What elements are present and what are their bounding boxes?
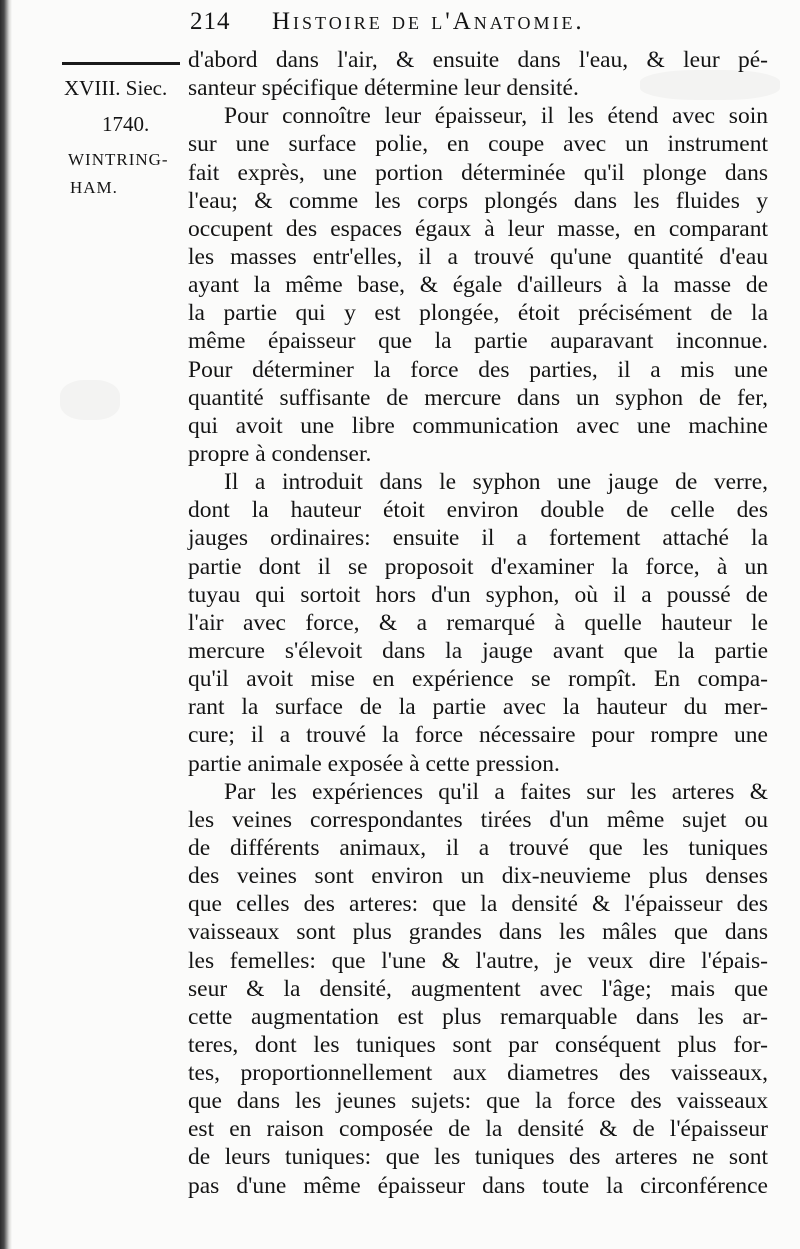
- text-line: qui avoit une libre communication avec une machine: [188, 412, 768, 439]
- text-line: ayant la même base, & égale d'ailleurs à la masse de: [188, 272, 768, 299]
- text-line: tuyau qui sortoit hors d'un syphon, où il a poussé de: [188, 581, 768, 608]
- text-line: fait exprès, une portion déterminée qu'il plonge dans: [188, 159, 768, 186]
- margin-author-note-continued: HAM.: [70, 178, 118, 197]
- text-line: partie animale exposée à cette pression.: [188, 750, 560, 777]
- margin-year-note: 1740.: [102, 112, 150, 136]
- text-line: que dans les jeunes sujets: que la force des vaisseaux: [188, 1088, 768, 1115]
- text-line: santeur spécifique détermine leur densité.: [188, 75, 579, 102]
- text-line: cette augmentation est plus remarquable dans les ar-: [188, 1003, 768, 1030]
- text-line: teres, dont les tuniques sont par conséquent plus for-: [188, 1031, 768, 1058]
- text-line: rant la surface de la partie avec la hauteur du mer-: [188, 694, 768, 721]
- text-line: même épaisseur que la partie auparavant inconnue.: [188, 328, 768, 355]
- running-title: Histoire de l'Anatomie.: [272, 8, 585, 35]
- text-line: quantité suffisante de mercure dans un syphon de fer,: [188, 384, 768, 411]
- text-line: dont la hauteur étoit environ double de celle des: [188, 497, 768, 524]
- page-spine-shadow: [0, 0, 12, 1249]
- text-line: qu'il avoit mise en expérience se rompît. En compa-: [188, 666, 768, 693]
- text-line: les masses entr'elles, il a trouvé qu'une quantité d'eau: [188, 243, 768, 270]
- margin-century-note: XVIII. Siec.: [64, 76, 168, 100]
- text-line: seur & la densité, augmentent avec l'âge; mais que: [188, 975, 768, 1002]
- page-header: [186, 8, 786, 48]
- text-line: des veines sont environ un dix-neuvieme plus denses: [188, 863, 768, 890]
- text-line: la partie qui y est plongée, étoit précisément de la: [188, 300, 768, 327]
- text-line: les veines correspondantes tirées d'un même sujet ou: [188, 806, 768, 833]
- text-line: vaisseaux sont plus grandes dans les mâles que dans: [188, 919, 768, 946]
- text-line: occupent des espaces égaux à leur masse, en comparant: [188, 215, 768, 242]
- text-line: pas d'une même épaisseur dans toute la circonférence: [188, 1172, 768, 1199]
- text-line: l'air avec force, & a remarqué à quelle hauteur le: [188, 609, 768, 636]
- text-line: partie dont il se proposoit d'examiner la force, à un: [188, 553, 768, 580]
- text-line: que celles des arteres: que la densité & l'épaisseur des: [188, 891, 768, 918]
- text-line: cure; il a trouvé la force nécessaire pour rompre une: [188, 722, 768, 749]
- paragraph-first-line: Il a introduit dans le syphon une jauge de verre,: [224, 469, 768, 496]
- text-line: de différents animaux, il a trouvé que les tuniques: [188, 834, 768, 861]
- text-line: Pour déterminer la force des parties, il a mis une: [188, 356, 768, 383]
- margin-rule: [62, 62, 180, 65]
- text-line: l'eau; & comme les corps plongés dans les fluides y: [188, 187, 768, 214]
- text-line: tes, proportionnellement aux diametres des vaisseaux,: [188, 1060, 768, 1087]
- text-line: mercure s'élevoit dans la jauge avant que la partie: [188, 637, 768, 664]
- text-line: les femelles: que l'une & l'autre, je veux dire l'épais-: [188, 947, 768, 974]
- text-line: d'abord dans l'air, & ensuite dans l'eau, & leur pé-: [188, 47, 768, 73]
- text-line: jauges ordinaires: ensuite il a fortement attaché la: [188, 525, 768, 552]
- text-line: sur une surface polie, en coupe avec un instrument: [188, 131, 768, 158]
- text-line: est en raison composée de la densité & de l'épaisseur: [188, 1116, 768, 1143]
- paragraph-first-line: Par les expériences qu'il a faites sur les arteres &: [224, 778, 768, 805]
- page-number: 214: [190, 8, 231, 35]
- body-text: [188, 46, 768, 1200]
- ink-smudge: [60, 380, 120, 420]
- paragraph-first-line: Pour connoître leur épaisseur, il les étend avec soin: [224, 103, 768, 130]
- margin-author-note: WINTRING-: [68, 150, 169, 169]
- text-line: propre à condenser.: [188, 440, 372, 467]
- text-line: de leurs tuniques: que les tuniques des arteres ne sont: [188, 1144, 768, 1171]
